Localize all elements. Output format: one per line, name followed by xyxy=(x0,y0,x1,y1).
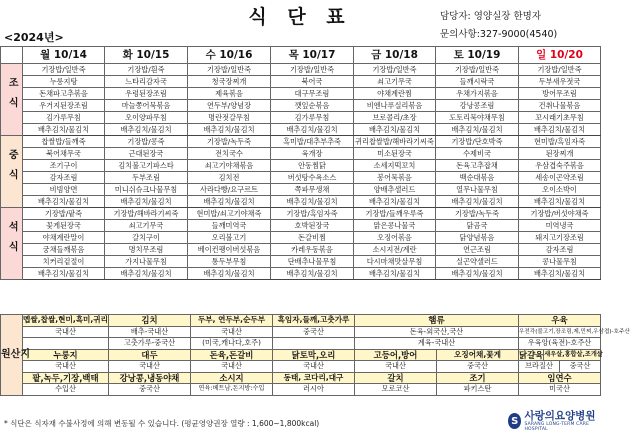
menu-cell: 마늘쫑어묵볶음 xyxy=(105,100,188,112)
origin-header: 닭토막,오리 xyxy=(273,349,355,361)
menu-cell: 들깨미역국 xyxy=(188,220,271,232)
menu-cell: 제육볶음 xyxy=(188,88,271,100)
logo-text: 사랑의요양병원 xyxy=(524,410,596,422)
menu-cell: 맑은콩나물국 xyxy=(354,220,436,232)
menu-cell: 기장밥/일반죽 xyxy=(519,64,601,76)
menu-cell: 북어채무국 xyxy=(23,148,105,160)
origin-value: 브라질산 xyxy=(525,361,553,370)
day-header-sunday: 일 10/20 xyxy=(519,47,601,64)
menu-cell: 궁채들깨볶음 xyxy=(23,244,105,256)
corner-cell xyxy=(1,47,23,64)
menu-cell: 오이양파무침 xyxy=(105,112,188,124)
origin-value: 우전각(불고기,장조림,제,민찌,우삼겹)-호주산 xyxy=(519,326,601,338)
menu-cell: 배추김치/물김치 xyxy=(519,196,601,208)
menu-cell: 근대된장국 xyxy=(105,148,188,160)
day-header: 월 10/14 xyxy=(23,47,105,64)
meal-row xyxy=(1,148,601,160)
menu-cell: 들깨시락국 xyxy=(436,76,519,88)
meal-table xyxy=(0,46,601,280)
origin-header: 오징어채,꽃게 xyxy=(437,349,519,361)
menu-cell: 기장밥/들깨우루죽 xyxy=(354,208,436,220)
menu-cell: 돈갈비찜 xyxy=(271,232,354,244)
menu-cell: 기장밥/일반죽 xyxy=(436,64,519,76)
origin-side-label: 원산지 xyxy=(1,315,23,396)
origin-value: 고춧가루-중국산 xyxy=(109,338,191,350)
meal-row xyxy=(1,232,601,244)
menu-cell: 통두부무침 xyxy=(188,256,271,268)
origin-value: 계육-국내산 xyxy=(355,338,519,350)
meal-label: 중식 xyxy=(1,136,23,208)
logo-mark-icon: S xyxy=(508,413,521,429)
menu-cell: 배추김치/물김치 xyxy=(105,196,188,208)
menu-cell: 우거지된장조림 xyxy=(23,100,105,112)
menu-cell: 흑미밥/대추부추죽 xyxy=(271,136,354,148)
origin-value xyxy=(23,338,109,350)
page-title: 식 단 표 xyxy=(248,6,352,28)
origin-header: 김치 xyxy=(109,315,191,327)
menu-cell: 두부새우젓국 xyxy=(519,76,601,88)
menu-cell: 기장밥/녹두죽 xyxy=(188,136,271,148)
menu-cell: 비빔양면 xyxy=(23,184,105,196)
origin-header: 흑임자,들깨,고춧가루 xyxy=(273,315,355,327)
meal-row xyxy=(1,196,601,208)
menu-cell: 조기구이 xyxy=(23,160,105,172)
menu-cell: 닭곰국 xyxy=(436,220,519,232)
menu-cell: 미소된장국 xyxy=(354,148,436,160)
year-label: <2024년> xyxy=(4,31,64,44)
menu-cell: 수제비국 xyxy=(436,148,519,160)
origin-value: 수입산 xyxy=(23,384,109,396)
menu-cell: 기장밥/흰죽 xyxy=(105,64,188,76)
menu-cell: 버섯탕수욕소스 xyxy=(271,172,354,184)
manager-info: 담당자: 영양실장 한명자 xyxy=(440,11,542,22)
origin-value: 국내산 xyxy=(355,361,437,373)
origin-header xyxy=(519,349,601,361)
meal-row xyxy=(1,100,601,112)
menu-cell: 기장밥/해바라기씨죽 xyxy=(105,208,188,220)
menu-cell: 가지나물무침 xyxy=(105,256,188,268)
origin-value: 국내산 xyxy=(273,361,355,373)
menu-cell: 배추김치/물김치 xyxy=(354,268,436,280)
origin-value xyxy=(519,361,601,373)
origin-value: 중국산 xyxy=(437,361,519,373)
meal-row xyxy=(1,184,601,196)
origin-value xyxy=(273,338,355,350)
origin-table xyxy=(0,314,630,396)
menu-cell: 소시지전/계란 xyxy=(354,244,436,256)
menu-cell: 쇠고기야채볶음 xyxy=(188,160,271,172)
menu-cell: 카레우동볶음 xyxy=(271,244,354,256)
origin-value: 미국산 xyxy=(519,384,601,396)
origin-value: 국내산 xyxy=(23,361,109,373)
menu-cell: 쇠고기무국 xyxy=(354,76,436,88)
origin-value: 러시아 xyxy=(273,384,355,396)
menu-cell: 기장밥/녹두죽 xyxy=(436,208,519,220)
menu-cell: 감자조림 xyxy=(23,172,105,184)
menu-cell: 야채계란찜 xyxy=(354,88,436,100)
origin-header: 새우살,홍합살,조개살 xyxy=(543,350,603,361)
menu-cell: 기장밥/단호박죽 xyxy=(436,136,519,148)
menu-cell: 우채가지볶음 xyxy=(436,88,519,100)
menu-cell: 명란젓갈무침 xyxy=(188,112,271,124)
menu-cell: 열무나물무침 xyxy=(436,184,519,196)
meal-row xyxy=(1,208,601,220)
origin-header: 강낭콩,냉동야채 xyxy=(109,372,191,384)
day-header: 금 10/18 xyxy=(354,47,436,64)
meal-label: 석식 xyxy=(1,208,23,280)
menu-cell: 배추김치/물김치 xyxy=(188,124,271,136)
meal-row xyxy=(1,64,601,76)
menu-cell: 누룽지탕 xyxy=(23,76,105,88)
origin-value: 국내산 xyxy=(109,361,191,373)
origin-header: 햄류 xyxy=(355,315,519,327)
menu-cell: 명치무조림 xyxy=(105,244,188,256)
menu-cell: 꽃게된장국 xyxy=(23,220,105,232)
menu-cell: 배추김치/물김치 xyxy=(188,196,271,208)
menu-cell: 돈육고추잡채 xyxy=(436,160,519,172)
menu-cell: 돈채파고추볶음 xyxy=(23,88,105,100)
menu-cell: 기장밥/일반죽 xyxy=(23,64,105,76)
menu-cell: 배추김치/물김치 xyxy=(436,196,519,208)
origin-value: 중국산 xyxy=(273,326,355,338)
menu-cell: 기장밥/흑임자죽 xyxy=(271,208,354,220)
menu-cell: 베이컨팽이버섯볶음 xyxy=(188,244,271,256)
meal-row xyxy=(1,124,601,136)
menu-cell: 다시마채맛살무침 xyxy=(354,256,436,268)
origin-header: 소시지 xyxy=(191,372,273,384)
menu-cell: 우삼겹숙주볶음 xyxy=(519,160,601,172)
menu-cell: 배추김치/물김치 xyxy=(354,124,436,136)
contact-info: 문의사항:327-9000(4540) xyxy=(440,29,558,40)
menu-cell: 단배추나물무침 xyxy=(271,256,354,268)
menu-cell: 김치전 xyxy=(188,172,271,184)
menu-cell: 현미밥/흑임자죽 xyxy=(519,136,601,148)
menu-cell: 배추김치/물김치 xyxy=(436,124,519,136)
menu-cell: 건취나물볶음 xyxy=(519,100,601,112)
meal-label: 조식 xyxy=(1,64,23,136)
menu-cell: 김가루무침 xyxy=(271,112,354,124)
origin-header: 대두 xyxy=(109,349,191,361)
menu-cell: 실곤약샐러드 xyxy=(436,256,519,268)
menu-cell: 배추김치/물김치 xyxy=(271,196,354,208)
origin-header: 조기 xyxy=(437,372,519,384)
menu-cell: 브로콜리/초장 xyxy=(354,112,436,124)
logo-subtext: SARANG LONG-TERM CARE HOSPITAL xyxy=(524,422,590,432)
origin-header: 갈치 xyxy=(355,372,437,384)
menu-cell: 기장밥/일반죽 xyxy=(354,64,436,76)
menu-cell: 배추김치/물김치 xyxy=(188,268,271,280)
menu-cell: 양배추샐러드 xyxy=(354,184,436,196)
origin-header: 닭걀육 xyxy=(519,349,544,360)
footnote: * 식단은 식자재 수불사정에 의해 변동될 수 있습니다. (평균영양권장 열량 : 1,600~1,800kcal) xyxy=(4,419,320,428)
menu-cell: 감자조림 xyxy=(519,244,601,256)
menu-cell: 소세지떡꼬치 xyxy=(354,160,436,172)
menu-cell: 비엔나푸실리볶음 xyxy=(354,100,436,112)
origin-value: 우육앙(육전)-호주산 xyxy=(519,338,601,350)
menu-cell: 청국장찌개 xyxy=(188,76,271,88)
menu-cell: 기장밥/버섯야채죽 xyxy=(519,208,601,220)
origin-header: 멥쌀,찹쌀,현미,흑미,귀리 xyxy=(23,315,108,324)
menu-cell: 귀리찹쌀밥/해바라기씨죽 xyxy=(355,137,434,146)
menu-cell: 꼬시래기초무침 xyxy=(519,112,601,124)
day-header: 목 10/17 xyxy=(271,47,354,64)
origin-header: 두부, 연두부,순두부 xyxy=(191,315,273,327)
menu-cell: 갈치구이 xyxy=(105,232,188,244)
menu-cell: 안동찜닭 xyxy=(271,160,354,172)
menu-cell: 봉어묵볶음 xyxy=(354,172,436,184)
origin-value: 국내산 xyxy=(191,361,273,373)
menu-cell: 배추김치/물김치 xyxy=(271,124,354,136)
meal-row xyxy=(1,220,601,232)
menu-cell: 우렁된장조림 xyxy=(105,88,188,100)
menu-cell: 닭양념볶음 xyxy=(436,232,519,244)
day-header: 수 10/16 xyxy=(188,47,271,64)
menu-cell: 백순대볶음 xyxy=(436,172,519,184)
menu-cell: 쪽파무생채 xyxy=(271,184,354,196)
menu-cell: 육개장 xyxy=(271,148,354,160)
menu-cell: 연두부/양념장 xyxy=(188,100,271,112)
menu-cell: 기장밥/일반죽 xyxy=(188,64,271,76)
meal-row xyxy=(1,76,601,88)
meal-row xyxy=(1,268,601,280)
day-header: 화 10/15 xyxy=(105,47,188,64)
menu-cell: 배추김치/물김치 xyxy=(436,268,519,280)
meal-row xyxy=(1,172,601,184)
menu-cell: 강낭콩조림 xyxy=(436,100,519,112)
menu-cell: 사라다빵/요구르트 xyxy=(188,184,271,196)
hospital-logo xyxy=(508,410,600,432)
meal-row xyxy=(1,160,601,172)
origin-header: 동태, 코다리,대구 xyxy=(273,372,355,384)
origin-header: 팥,녹두,기장,백태 xyxy=(23,372,109,384)
meal-row xyxy=(1,88,601,100)
menu-cell: 오이소박이 xyxy=(519,184,601,196)
menu-cell: 배추김치/물김치 xyxy=(105,268,188,280)
menu-cell: 전치국수 xyxy=(188,148,271,160)
meal-row xyxy=(1,112,601,124)
menu-cell: 찹쌀밥/들깨죽 xyxy=(23,136,105,148)
menu-cell: 된장찌개 xyxy=(519,148,601,160)
menu-cell: 세송이곤약조림 xyxy=(519,172,601,184)
menu-cell: 김가루무침 xyxy=(23,112,105,124)
menu-cell: 야채계란말이 xyxy=(23,232,105,244)
origin-value: 모로코산 xyxy=(355,384,437,396)
menu-cell: 배추김치/물김치 xyxy=(519,268,601,280)
menu-cell: 대구무조림 xyxy=(271,88,354,100)
origin-value: (미국,캐나다,호주) xyxy=(191,338,273,350)
menu-cell: 미역냉국 xyxy=(519,220,601,232)
origin-header: 우육 xyxy=(519,315,601,327)
menu-cell: 현미밥/쇠고기야채죽 xyxy=(188,208,271,220)
menu-cell: 오리불고기 xyxy=(188,232,271,244)
day-header: 토 10/19 xyxy=(436,47,519,64)
origin-header: 누룽지 xyxy=(23,349,109,361)
menu-cell: 배추김치/물김치 xyxy=(105,124,188,136)
menu-cell: 방어무조림 xyxy=(519,88,601,100)
menu-cell: 도토리묵야채무침 xyxy=(436,112,519,124)
menu-cell: 배추김치/물김치 xyxy=(23,268,105,280)
origin-value: 배추-국내산 xyxy=(109,326,191,338)
menu-cell: 두부조림 xyxy=(105,172,188,184)
meal-row xyxy=(1,244,601,256)
menu-cell: 기장밥/콩죽 xyxy=(105,136,188,148)
menu-cell: 깻잎순볶음 xyxy=(271,100,354,112)
menu-cell: 배추김치/물김치 xyxy=(354,196,436,208)
origin-value: 중국산 xyxy=(559,361,600,372)
menu-cell: 북어국 xyxy=(271,76,354,88)
origin-header: 임연수 xyxy=(519,372,601,384)
meal-row xyxy=(1,256,601,268)
origin-header: 고등어,방어 xyxy=(355,349,437,361)
menu-cell: 미니쉬슈크나물무침 xyxy=(105,184,188,196)
origin-value: 국내산 xyxy=(191,326,273,338)
meal-row xyxy=(1,136,601,148)
origin-value: 국내산 xyxy=(23,326,109,338)
menu-cell: 쇠고기무국 xyxy=(105,220,188,232)
menu-cell: 느타리감자국 xyxy=(105,76,188,88)
origin-value: 중국산 xyxy=(109,384,191,396)
menu-cell: 배추김치/물김치 xyxy=(271,268,354,280)
menu-cell: 김치불고기파스타 xyxy=(105,160,188,172)
menu-cell: 배추김치/물김치 xyxy=(23,124,105,136)
menu-cell: 호박된장국 xyxy=(271,220,354,232)
days-header-row xyxy=(1,47,601,64)
origin-value: 파키스탄 xyxy=(437,384,519,396)
origin-value: 돈육-외국산,국산 xyxy=(355,326,519,338)
menu-cell: 배추김치/물김치 xyxy=(23,196,105,208)
origin-value: 연육:베트남,돈지방:수입 xyxy=(191,384,273,396)
origin-header: 돈육,돈갈비 xyxy=(191,349,273,361)
menu-cell: 오징어볶음 xyxy=(354,232,436,244)
menu-cell: 치커리겉절이 xyxy=(23,256,105,268)
menu-cell: 돼지고기장조림 xyxy=(519,232,601,244)
menu-cell: 기장밥/팥죽 xyxy=(23,208,105,220)
menu-cell: 연근조림 xyxy=(436,244,519,256)
menu-cell: 배추김치/물김치 xyxy=(519,124,601,136)
menu-cell: 기장밥/일반죽 xyxy=(271,64,354,76)
menu-cell: 콩나물무침 xyxy=(519,256,601,268)
